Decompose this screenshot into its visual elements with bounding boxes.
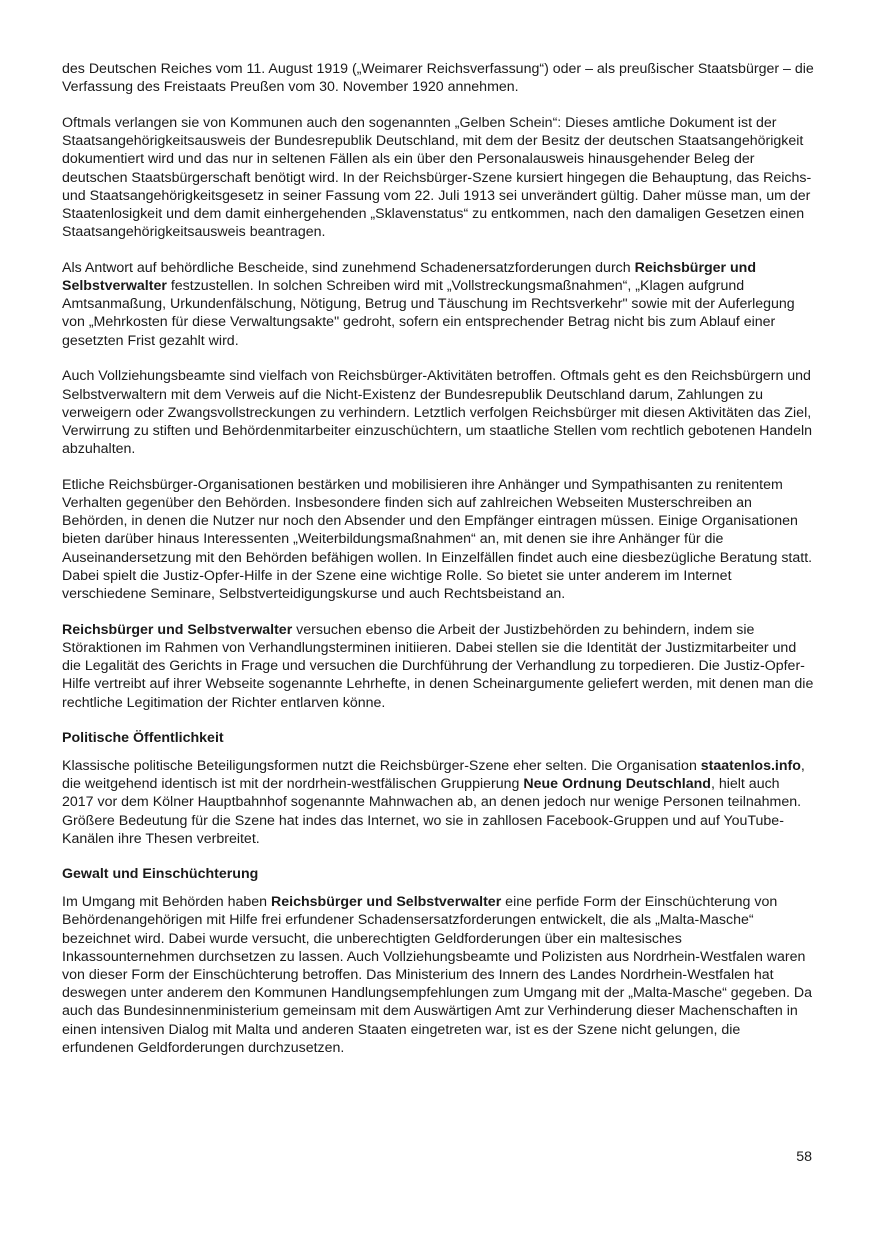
bold-term: Reichsbürger und Selbstverwalter bbox=[271, 894, 502, 911]
bold-term: staatenlos.info bbox=[700, 758, 801, 774]
bold-term: Neue Ordnung Deutschland bbox=[523, 776, 711, 793]
paragraph-malta-masche: Im Umgang mit Behörden haben Reichsbürger und Selbstverwalter eine perfide Form der Einschüchterung von Behördenangehörigen mit Hilfe frei erfundener Schadensersatzforderungen entwickelt, die als „Malta-Masche“ bezeichnet wird. Dabei wurde versucht, die unberechtigten Geldforderungen über ein maltesisches Inkassounternehmen durchsetzen zu lassen. Auch Vollziehungsbeamte und Polizisten aus Nordrhein-Westfalen waren von dieser Form der Einschüchterung betroffen. Das Ministerium des Innern des Landes Nordrhein-Westfalen hat deswegen unter anderem den Kommunen Handlungsempfehlungen zum Umgang mit der „Malta-Masche“ gegeben. Da auch das Bundesinnenministerium gemeinsam mit dem Auswärtigen Amt zur Verhinderung dieser Machenschaften in einen intensiven Dialog mit Malta und anderen Staaten eingetreten war, ist es der Szene nicht gelungen, die erfundenen Geldforderungen durchzusetzen. bbox=[62, 894, 812, 1056]
document-page bbox=[62, 60, 814, 1057]
paragraph-enforcement-officers: Auch Vollziehungsbeamte sind vielfach von Reichsbürger-Aktivitäten betroffen. Oftmals geht es den Reichsbürgern und Selbstverwaltern mit dem Verweis auf die Nicht-Existenz der Bundesrepublik Deutschland darum, Zahlungen zu verweigern oder Zwangsvollstreckungen zu verhindern. Letztlich verfolgen Reichsbürger mit diesen Aktivitäten das Ziel, Verwirrung zu stiften und Behördenmitarbeiter einzuschüchtern, um staatliche Stellen vom rechtlich gebotenen Handeln abzuhalten. bbox=[62, 368, 812, 458]
paragraph-judiciary: Reichsbürger und Selbstverwalter versuchen ebenso die Arbeit der Justizbehörden zu behindern, indem sie Störaktionen im Rahmen von Verhandlungsterminen initiieren. Dabei stellen sie die Identität der Justizmitarbeiter und die Legalität des Gerichts in Frage und versuchen die Durchführung der Verhandlung zu torpedieren. Die Justiz-Opfer-Hilfe vertreibt auf ihrer Webseite sogenannte Lehrhefte, in denen Scheinargumente geliefert werden, mit denen man die rechtliche Legitimation der Richter entlarven könne. bbox=[62, 621, 814, 711]
section-heading-political-public: Politische Öffentlichkeit bbox=[62, 729, 224, 746]
paragraph-organisations: Etliche Reichsbürger-Organisationen bestärken und mobilisieren ihre Anhänger und Sympathisanten zu renitentem Verhalten gegenüber den Behörden. Insbesondere finden sich auf zahlreichen Webseiten Musterschreiben an Behörden, in denen die Nutzer nur noch den Absender und den Empfänger eintragen müssen. Einige Organisationen bieten darüber hinaus Interessenten „Weiterbildungsmaßnahmen“ an, mit denen sie ihre Anhänger für die Auseinandersetzung mit den Behörden befähigen wollen. In Einzelfällen findet auch eine diesbezügliche Beratung statt. Dabei spielt die Justiz-Opfer-Hilfe in der Szene eine wichtige Rolle. So bietet sie unter anderem im Internet verschiedene Seminare, Selbstverteidigungskurse und auch Rechtsbeistand an. bbox=[62, 476, 813, 603]
paragraph-weimar-constitution: des Deutschen Reiches vom 11. August 1919 („Weimarer Reichsverfassung“) oder – als preußischer Staatsbürger – die Verfassung des Freistaats Preußen vom 30. November 1920 annehmen. bbox=[62, 61, 814, 96]
paragraph-political-participation: Klassische politische Beteiligungsformen nutzt die Reichsbürger-Szene eher selten. Die Organisation staatenlos.info, die weitgehend identisch ist mit der nordrhein-westfälischen Gruppierung Neue Ordnung Deutschland, hielt auch 2017 vor dem Kölner Hauptbahnhof sogenannte Mahnwachen ab, an denen jedoch nur wenige Personen teilnahmen. Größere Bedeutung für die Szene hat indes das Internet, wo sie in zahllosen Facebook-Gruppen und auf YouTube-Kanälen ihre Thesen verbreitet. bbox=[62, 758, 805, 847]
page-number: 58 bbox=[796, 1149, 812, 1165]
bold-term: Reichsbürger und Selbstverwalter bbox=[62, 621, 293, 638]
paragraph-damage-claims: Als Antwort auf behördliche Bescheide, sind zunehmend Schadenersatzforderungen durch Reichsbürger und Selbstverwalter festzustellen. In solchen Schreiben wird mit „Vollstreckungsmaßnahmen“, „Klagen aufgrund Amtsanmaßung, Urkundenfälschung, Nötigung, Betrug und Täuschung im Rechtsverkehr" sowie mit der Auferlegung von „Mehrkosten für diese Verwaltungsakte" gedroht, sofern ein entsprechender Betrag nicht bis zum Ablauf einer gesetzten Frist gezahlt wird. bbox=[62, 259, 795, 349]
paragraph-gelber-schein: Oftmals verlangen sie von Kommunen auch den sogenannten „Gelben Schein“: Dieses amtliche Dokument ist der Staatsangehörigkeitsausweis der Bundesrepublik Deutschland, mit dem der Besitz der deutschen Staatsangehörigkeit dokumentiert wird und das nur in seltenen Fällen als ein über den Personalausweis hinausgehender Beleg der deutschen Staatsbürgerschaft benötigt wird. In der Reichsbürger-Szene kursiert hingegen die Behauptung, das Reichs- und Staatsangehörigkeitsgesetz in seiner Fassung vom 22. Juli 1913 sei unverändert gültig. Daher müsse man, um der Staatenlosigkeit und dem damit einhergehenden „Sklavenstatus“ zu entkommen, nach den damaligen Gesetzen einen Staatsangehörigkeitsausweis beantragen. bbox=[62, 114, 812, 241]
section-heading-violence: Gewalt und Einschüchterung bbox=[62, 866, 259, 883]
bold-term: Reichsbürger und Selbstverwalter bbox=[62, 259, 756, 295]
